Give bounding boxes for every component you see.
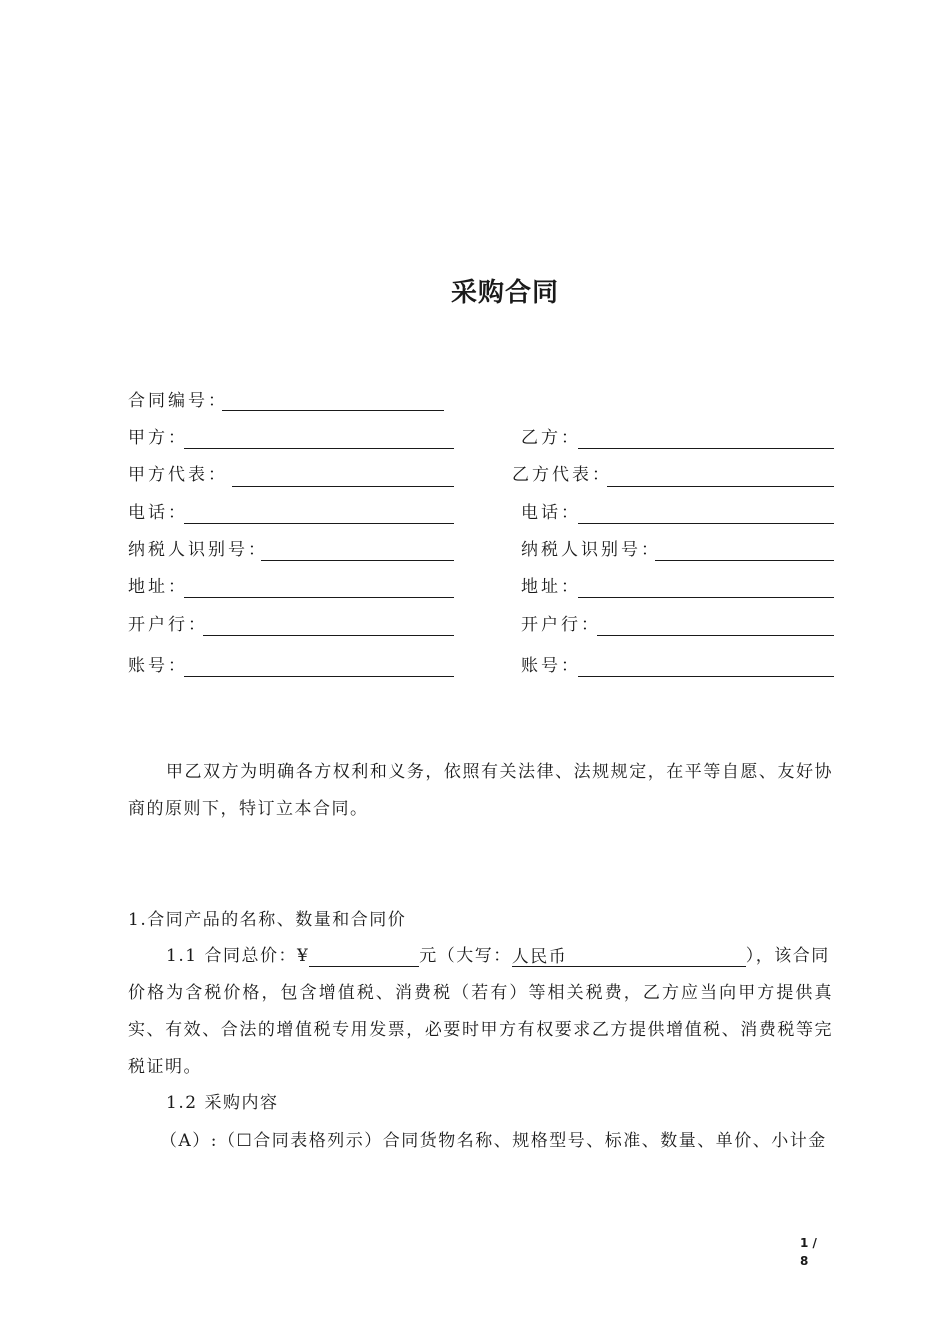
total-price-blank[interactable] [309, 946, 419, 967]
party-a-tax-id-label: 纳税人识别号： [128, 540, 268, 560]
party-b-phone-label: 电话： [521, 503, 581, 523]
contract-number-label: 合同编号： [128, 391, 228, 411]
party-a-account-label: 账号： [128, 656, 188, 676]
contract-number-blank[interactable] [222, 410, 444, 411]
party-b-account-label: 账号： [521, 656, 581, 676]
section-1-heading: 1.合同产品的名称、数量和合同价 [128, 910, 407, 930]
clause-1-2-heading: 1.2 采购内容 [166, 1093, 279, 1113]
preamble-paragraph: 甲乙双方为明确各方权利和义务，依照有关法律、法规规定，在平等自愿、友好协商的原则下，特订立本合同。 [128, 762, 833, 819]
page-separator: / [812, 1236, 817, 1250]
page-current: 1 [800, 1236, 809, 1250]
party-a-rep-label: 甲方代表： [128, 465, 228, 485]
party-b-bank-label: 开户行： [521, 615, 601, 635]
party-b-account-blank[interactable] [578, 676, 834, 677]
party-a-rep-blank[interactable] [232, 486, 454, 487]
party-b-tax-id-blank[interactable] [655, 560, 834, 561]
party-a-bank-label: 开户行： [128, 615, 208, 635]
party-b-rep-blank[interactable] [607, 486, 834, 487]
party-a-bank-blank[interactable] [203, 635, 454, 636]
party-b-name-blank[interactable] [578, 448, 834, 449]
clause-1-1-first-line [166, 945, 830, 967]
party-b-bank-blank[interactable] [597, 635, 834, 636]
rmb-label: 人民币 [511, 947, 568, 967]
party-a-name-blank[interactable] [184, 448, 454, 449]
party-b-name-label: 乙方： [521, 428, 581, 448]
party-b-address-blank[interactable] [578, 597, 834, 598]
party-a-tax-id-blank[interactable] [261, 560, 454, 561]
clause-1-1-middle: 元（大写： [419, 946, 512, 966]
party-a-address-label: 地址： [128, 577, 188, 597]
party-a-phone-blank[interactable] [184, 523, 454, 524]
clause-1-1-rest: ），该合同 [745, 946, 830, 966]
party-b-tax-id-label: 纳税人识别号： [521, 540, 661, 560]
page-number [800, 1234, 830, 1270]
page-total: 8 [800, 1254, 809, 1268]
party-a-address-blank[interactable] [184, 597, 454, 598]
party-a-account-blank[interactable] [184, 676, 454, 677]
clause-1-1-continuation: 价格为含税价格，包含增值税、消费税（若有）等相关税费，乙方应当向甲方提供真实、有效、合法的增值税专用发票，必要时甲方有权要求乙方提供增值税、消费税等完税证明。 [128, 983, 833, 1077]
amount-in-words-blank[interactable] [512, 946, 746, 967]
clause-1-1-prefix: 1.1 合同总价：¥ [166, 946, 310, 966]
document-title: 采购合同 [450, 278, 559, 308]
party-a-phone-label: 电话： [128, 503, 188, 523]
party-a-name-label: 甲方： [128, 428, 188, 448]
party-b-address-label: 地址： [521, 577, 581, 597]
clause-1-2-a: （A）:（☐合同表格列示）合同货物名称、规格型号、标准、数量、单价、小计金 [160, 1131, 827, 1151]
party-b-phone-blank[interactable] [578, 523, 834, 524]
party-b-rep-label: 乙方代表： [512, 465, 612, 485]
